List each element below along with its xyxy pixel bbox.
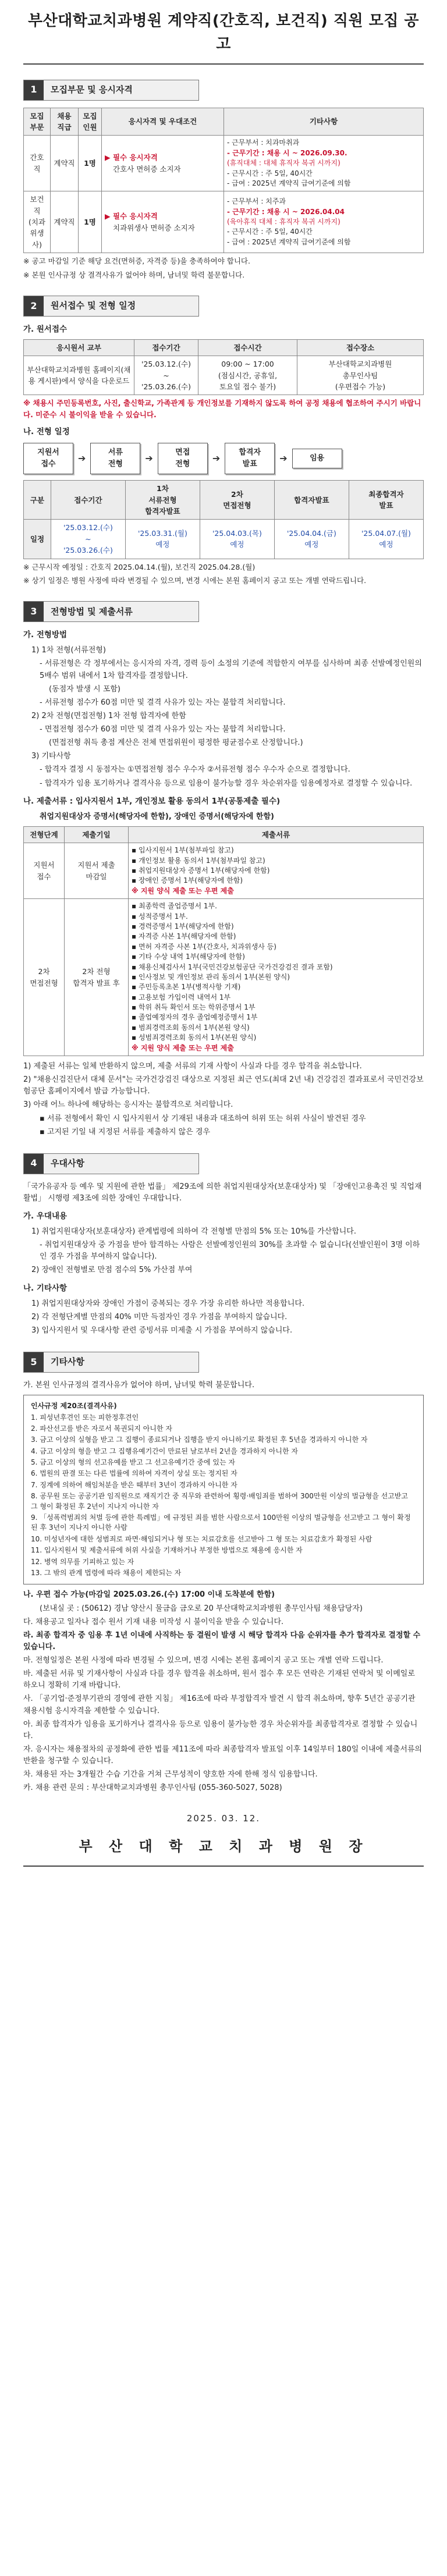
etc-line: - 근무기간 : 채용 시 ~ 2026.04.04 xyxy=(227,207,345,216)
doc-item: ▪ 인사정보 및 개인정보 관리 동의서 1부(본원 양식) xyxy=(132,972,290,981)
period-cell: '25.03.12.(수) ~ '25.03.26.(수) xyxy=(134,356,198,395)
col-header: 전형단계 xyxy=(24,826,65,843)
schedule-cell: '25.04.07.(월) 예정 xyxy=(349,520,423,559)
preference-line: 「국가유공자 등 예우 및 지원에 관한 법률」 제29조에 의한 취업지원대상자(보훈대상자) 및 「장애인고용촉진 및 직업재활법」 시행령 제3조에 의한 장애인 우대합니다. xyxy=(23,1182,422,1203)
application-table xyxy=(23,339,424,396)
position-count: 1명 xyxy=(79,191,102,253)
box-line: 7. 징계에 의하여 해임처분을 받은 때부터 3년이 경과하지 아니한 자 xyxy=(31,1480,237,1489)
box-line: 5. 금고 이상의 형의 선고유예를 받고 그 선고유예기간 중에 있는 자 xyxy=(31,1458,235,1467)
disqualification-box xyxy=(23,1395,424,1584)
note: 3) 아래 어느 하나에 해당하는 응시자는 불합격으로 처리합니다. xyxy=(23,1100,233,1110)
schedule-table xyxy=(23,480,424,559)
box-line: 4. 금고 이상의 형을 받고 그 집행유예기간이 만료된 날로부터 2년을 경과하지 아니한 자 xyxy=(31,1447,298,1455)
col-header: 제출기일 xyxy=(65,826,129,843)
when-cell: 지원서 제출 마감일 xyxy=(65,843,129,899)
method-line: - 합격자 결정 시 동점자는 ①면접전형 점수 우수자 ②서류전형 점수 우수자 순으로 결정합니다. xyxy=(40,765,350,774)
doc-item: ▪ 학위 취득 확인서 또는 학위증명서 1부 xyxy=(132,1003,256,1012)
subheading-cont: 취업지원대상자 증명서(해당자에 한함), 장애인 증명서(해당자에 한함) xyxy=(40,812,274,821)
doc-item: ▪ 자격증 사본 1부(해당자에 한함) xyxy=(132,932,236,941)
other-line: 차. 채용된 자는 3개월간 수습 기간을 거쳐 근무성적이 양호한 자에 한해 정식 임용합니다. xyxy=(23,1770,318,1779)
etc-line: - 근무기간 : 채용 시 ~ 2026.09.30. xyxy=(227,148,347,157)
table-row xyxy=(24,136,424,191)
method-line: (면접전형 취득 총점 계산은 전체 면접위원이 평정한 평균점수로 산정합니다.) xyxy=(49,738,303,748)
etc-line: - 근무부서 : 치주과 xyxy=(227,197,286,206)
other-line: 라. 최종 합격자 중 임용 후 1년 이내에 사직하는 등 결원이 발생 시 해당 합격자 다음 순위자를 추가 합격자로 결정할 수 있습니다. xyxy=(23,1630,421,1651)
doc-item: ▪ 주민등록초본 1부(병적사항 기재) xyxy=(132,983,241,992)
preference-line: 2) 각 전형단계별 만점의 40% 미만 득점자인 경우 가점을 부여하지 않습니다. xyxy=(31,1312,288,1321)
method-line: - 합격자가 임용 포기하거나 결격사유 등으로 임용이 불가능할 경우 차순위자를 임용예정자로 결정할 수 있습니다. xyxy=(40,779,413,788)
box-title: 인사규정 제20조(결격사유) xyxy=(31,1402,117,1410)
position-grade: 계약직 xyxy=(51,191,79,253)
method-line: - 서류전형 점수가 60점 미만 및 결격 사유가 있는 자는 불합격 처리합니다. xyxy=(40,698,286,707)
note: ※ 본원 인사규정 상 결격사유가 없어야 하며, 남녀및 학력 불문합니다. xyxy=(23,270,245,279)
col-header: 최종합격자 발표 xyxy=(349,481,423,520)
note: 2) "채용신검진단서 대체 문서"는 국가건강검진 대상으로 지정된 최근 연도(최대 2년 내) 건강검진 결과표로서 국민건강보험공단 홈페이지에서 발급 가능합니다. xyxy=(23,1075,424,1096)
etc-line: - 근무시간 : 주 5일, 40시간 xyxy=(227,228,313,236)
doc-item: ※ 지원 양식 제출 또는 우편 제출 xyxy=(132,1043,234,1052)
method-line: - 서류전형은 각 정부에서는 응시자의 자격, 경력 등이 소정의 기준에 적합한지 여부를 심사하며 최종 선발예정인원의 5배수 범위 내에서 1차 합격자를 결정합니다. xyxy=(40,659,422,680)
col-header: 기타사항 xyxy=(224,108,424,136)
box-line: 8. 공무원 또는 공공기관 임직원으로 재직기간 중 직무와 관련하여 횡령·배임죄를 범하여 300만원 이상의 벌금형을 선고받고 그 형이 확정된 후 2년이 지나지 아니한 자 xyxy=(31,1492,408,1511)
req-label: ▶ 필수 응시자격 xyxy=(105,212,158,221)
documents-table xyxy=(23,826,424,1056)
footer-divider xyxy=(23,1866,424,1867)
col-header: 접수시간 xyxy=(198,339,297,356)
other-line: (보내실 곳 : (50612) 경남 양산시 물금읍 금오로 20 부산대학교치과병원 총무인사팀 채용담당자) xyxy=(40,1604,363,1613)
issuer-name: 부 산 대 학 교 치 과 병 원 장 xyxy=(79,1838,368,1854)
preference-line: - 취업지원대상자 중 가점을 받아 합격하는 사람은 선발예정인원의 30%를 초과할 수 없습니다(선발인원이 3명 이하인 경우 가점을 부여하지 않습니다). xyxy=(40,1241,420,1262)
col-header: 1차 서류전형 합격자발표 xyxy=(125,481,200,520)
process-flow xyxy=(23,443,424,474)
docs-cell xyxy=(129,843,424,899)
method-line: (동점자 발생 시 포함) xyxy=(49,684,121,694)
other-line: 마. 전형일정은 본원 사정에 따라 변경될 수 있으며, 변경 시에는 본원 홈페이지 공고 또는 개별 연락 드립니다. xyxy=(23,1656,384,1665)
note: ※ 상기 일정은 병원 사정에 따라 변경될 수 있으며, 변경 시에는 본원 홈페이지 공고 또는 개별 연락드립니다. xyxy=(23,575,367,585)
col-header: 응시자격 및 우대조건 xyxy=(102,108,224,136)
box-line: 2. 파산선고를 받은 자로서 복권되지 아니한 자 xyxy=(31,1424,172,1433)
preference-line: 1) 취업지원대상자(보훈대상자) 관계법령에 의하여 각 전형별 만점의 5% 또는 10%를 가산합니다. xyxy=(31,1227,356,1237)
stage-cell: 2차 면접전형 xyxy=(24,899,65,1056)
other-line: 아. 최종 합격자가 임용을 포기하거나 결격사유 등으로 임용이 불가능한 경우 차순위자를 최종합격자로 결정할 수 있습니다. xyxy=(23,1719,418,1740)
method-line: - 면접전형 점수가 60점 미만 및 결격 사유가 있는 자는 불합격 처리합니다. xyxy=(40,725,286,734)
col-header: 채용 직급 xyxy=(51,108,79,136)
section-1-heading xyxy=(23,80,199,101)
subheading: 가. 우대내용 xyxy=(23,1211,68,1221)
section-number: 3 xyxy=(24,602,44,621)
positions-table xyxy=(23,108,424,254)
section-number: 1 xyxy=(24,80,44,100)
section-title: 우대사항 xyxy=(44,1154,198,1174)
section-2-heading xyxy=(23,296,199,317)
other-line: 나. 우편 접수 가능(마감일 2025.03.26.(수) 17:00 이내 도착분에 한함) xyxy=(23,1590,275,1600)
doc-item: ▪ 최종학력 졸업증명서 1부. xyxy=(132,902,217,911)
col-header: 2차 면접전형 xyxy=(200,481,274,520)
page-title: 부산대학교치과병원 계약직(간호직, 보건직) 직원 모집 공고 xyxy=(27,12,420,54)
arrow-right-icon: ➔ xyxy=(279,452,288,464)
box-line: 11. 입사지원서 및 제출서류에 허위 사실을 기재하거나 부정한 방법으로 채용에 응시한 자 xyxy=(31,1546,303,1555)
other-line: 자. 응시자는 채용절차의 공정화에 관한 법률 제11조에 따라 최종합격자 발표일 이후 14일부터 180일 이내에 제출서류의 반환을 청구할 수 있습니다. xyxy=(23,1745,422,1766)
section-5-heading xyxy=(23,1352,199,1373)
doc-item: ▪ 취업지원대상자 증명서 1부(해당자에 한함) xyxy=(132,866,270,875)
title-divider xyxy=(23,63,424,65)
doc-item: ▪ 졸업예정자의 경우 졸업예정증명서 1부 xyxy=(132,1013,258,1022)
doc-item: ▪ 경력증명서 1부(해당자에 한함) xyxy=(132,922,234,930)
col-header: 접수기간 xyxy=(51,481,125,520)
req-text: 간호사 면허증 소지자 xyxy=(113,164,181,173)
flow-step: 임용 xyxy=(292,449,342,468)
box-line: 13. 그 밖의 관계 법령에 따라 채용이 제한되는 자 xyxy=(31,1568,182,1577)
position-grade: 계약직 xyxy=(51,136,79,191)
position-field: 간호직 xyxy=(24,136,51,191)
position-etc xyxy=(224,191,424,253)
position-requirements xyxy=(102,136,224,191)
table-row xyxy=(24,843,424,899)
col-header: 접수기간 xyxy=(134,339,198,356)
schedule-cell: '25.04.04.(금) 예정 xyxy=(274,520,349,559)
note: ▪ 서류 전형에서 확인 시 입사지원서 상 기재된 내용과 대조하여 허위 또는 허위 사실이 발견된 경우 xyxy=(40,1114,366,1123)
section-number: 2 xyxy=(24,296,44,316)
req-text: 치과위생사 면허증 소지자 xyxy=(113,223,195,232)
row-label: 일정 xyxy=(24,520,51,559)
doc-item: ▪ 성범죄경력조회 동의서 1부(본원 양식) xyxy=(132,1033,257,1042)
position-etc xyxy=(224,136,424,191)
doc-item: ▪ 장애인 증명서 1부(해당자에 한함) xyxy=(132,876,243,885)
doc-item: ▪ 고용보험 가입이력 내역서 1부 xyxy=(132,993,231,1001)
other-line: 카. 채용 관련 문의 : 부산대학교치과병원 총무인사팀 (055-360-5027, 5028) xyxy=(23,1783,282,1793)
subheading: 가. 원서접수 xyxy=(23,324,68,334)
other-line: 바. 제출된 서류 및 기재사항이 사실과 다를 경우 합격을 취소하며, 원서 접수 후 모든 연락은 기재된 연락처 및 이메일로 하오니 정확히 기재 바랍니다. xyxy=(23,1669,415,1690)
doc-item: ▪ 입사지원서 1부(첨부파일 참고) xyxy=(132,846,234,855)
preference-line: 2) 장애인 전형별로 만점 점수의 5% 가산점 부여 xyxy=(31,1266,193,1275)
table-row xyxy=(24,356,424,395)
col-header: 제출서류 xyxy=(129,826,424,843)
col-header: 모집 인원 xyxy=(79,108,102,136)
section-title: 전형방법 및 제출서류 xyxy=(44,602,198,621)
flow-step: 면접 전형 xyxy=(158,443,208,474)
doc-item: ▪ 성적증명서 1부. xyxy=(132,912,188,921)
col-header: 구분 xyxy=(24,481,51,520)
other-line: 가. 본원 인사규정의 결격사유가 없어야 하며, 남녀및 학력 불문합니다. xyxy=(23,1380,255,1390)
etc-line: - 근무시간 : 주 5일, 40시간 xyxy=(227,169,313,177)
preference-line: 3) 입사지원서 및 우대사항 관련 증빙서류 미제출 시 가점을 부여하지 않습니다. xyxy=(31,1326,293,1335)
section-4-heading xyxy=(23,1153,199,1174)
flow-step: 합격자 발표 xyxy=(225,443,275,474)
etc-line: - 급여 : 2025년 계약직 급여기준에 의함 xyxy=(227,179,351,187)
doc-item: ▪ 기타 수상 내역 1부(해당자에 한함) xyxy=(132,953,245,961)
subheading: 나. 전형 일정 xyxy=(23,427,70,437)
req-label: ▶ 필수 응시자격 xyxy=(105,153,158,162)
flow-step: 서류 전형 xyxy=(90,443,140,474)
box-line: 12. 병역 의무를 기피하고 있는 자 xyxy=(31,1557,134,1566)
when-cell: 2차 전형 합격자 발표 후 xyxy=(65,899,129,1056)
arrow-right-icon: ➔ xyxy=(78,452,86,464)
section-3-heading xyxy=(23,601,199,622)
preference-line: 1) 취업지원대상자와 장애인 가점이 중복되는 경우 가장 유리한 하나만 적용합니다. xyxy=(31,1299,305,1308)
etc-line: (육아휴직 대체 : 휴직자 복귀 시까지) xyxy=(227,218,340,226)
docs-cell xyxy=(129,899,424,1056)
note: ※ 공고 마감일 기준 해당 요건(면허증, 자격증 등)을 충족하여야 합니다. xyxy=(23,257,250,266)
section-number: 5 xyxy=(24,1352,44,1372)
box-line: 1. 피성년후견인 또는 피한정후견인 xyxy=(31,1413,139,1422)
schedule-cell: '25.03.31.(월) 예정 xyxy=(125,520,200,559)
etc-line: - 근무부서 : 치과마취과 xyxy=(227,138,300,147)
doc-item: ▪ 채용신체검사서 1부(국민건강보험공단 국가건강검진 결과 포함) xyxy=(132,962,333,971)
schedule-cell: '25.04.03.(목) 예정 xyxy=(200,520,274,559)
section-title: 모집부문 및 응시자격 xyxy=(44,80,198,100)
subheading: 가. 전형방법 xyxy=(23,630,68,640)
box-line: 6. 법원의 판결 또는 다른 법률에 의하여 자격이 상실 또는 정지된 자 xyxy=(31,1469,237,1478)
note: ▪ 고지된 기일 내 지정된 서류를 제출하지 않은 경우 xyxy=(40,1127,211,1136)
position-field: 보건직 (치과위생사) xyxy=(24,191,51,253)
doc-item: ▪ 면허 자격증 사본 1부(간호사, 치과위생사 등) xyxy=(132,942,276,951)
note: 1) 제출된 서류는 일체 반환하지 않으며, 제출 서류의 기재 사항이 사실과 다를 경우 합격을 취소합니다. xyxy=(23,1062,362,1071)
method-line: 1) 1차 전형(서류전형) xyxy=(31,646,106,655)
warning-note: ※ 채용시 주민등록번호, 사진, 출신학교, 가족관계 등 개인정보를 기재하지 않도록 하여 공정 채용에 협조하여 주시기 바랍니다. 미준수 시 불이익을 받을 수 있습니다. xyxy=(23,399,421,419)
table-row xyxy=(24,899,424,1056)
col-header: 접수장소 xyxy=(297,339,424,356)
subheading: 나. 제출서류 : 입사지원서 1부, 개인정보 활용 동의서 1부(공통제출 필수) xyxy=(23,796,281,806)
arrow-right-icon: ➔ xyxy=(145,452,153,464)
etc-line: (휴직대체 : 대체 휴직자 복귀 시까지) xyxy=(227,159,340,168)
section-number: 4 xyxy=(24,1154,44,1174)
col-header: 합격자발표 xyxy=(274,481,349,520)
method-line: 3) 기타사항 xyxy=(31,752,71,761)
box-line: 3. 금고 이상의 실형을 받고 그 집행이 종료되거나 집행을 받지 아니하기로 확정된 후 5년을 경과하지 아니한 자 xyxy=(31,1436,368,1444)
table-row xyxy=(24,191,424,253)
stage-cell: 지원서 접수 xyxy=(24,843,65,899)
issue-cell: 부산대학교치과병원 홈페이지(채용 게시판)에서 양식을 다운로드 xyxy=(24,356,134,395)
col-header: 응시원서 교부 xyxy=(24,339,134,356)
notice-date: 2025. 03. 12. xyxy=(186,1813,261,1824)
flow-step: 지원서 접수 xyxy=(23,443,73,474)
col-header: 모집 부문 xyxy=(24,108,51,136)
note: ※ 근무시작 예정일 : 간호직 2025.04.14.(월), 보건직 2025.04.28.(월) xyxy=(23,562,256,571)
schedule-cell: '25.03.12.(수) ~ '25.03.26.(수) xyxy=(51,520,125,559)
place-cell: 부산대학교치과병원 총무인사팀 (우편접수 가능) xyxy=(297,356,424,395)
doc-item: ▪ 범죄경력조회 동의서 1부(본원 양식) xyxy=(132,1023,250,1032)
method-line: 2) 2차 전형(면접전형) 1차 전형 합격자에 한함 xyxy=(31,711,186,720)
box-line: 9. 「성폭력범죄의 처벌 등에 관한 특례법」에 규정된 죄를 범한 사람으로서 100만원 이상의 벌금형을 선고받고 그 형이 확정된 후 3년이 지나지 아니한 사람 xyxy=(31,1513,411,1532)
subheading: 나. 기타사항 xyxy=(23,1283,68,1293)
box-line: 10. 미성년자에 대한 성범죄로 파면·해임되거나 형 또는 치료감호를 선고받아 그 형 또는 치료감호가 확정된 사람 xyxy=(31,1534,372,1543)
doc-item: ▪ 개인정보 활용 동의서 1부(첨부파일 참고) xyxy=(132,856,265,865)
position-requirements xyxy=(102,191,224,253)
arrow-right-icon: ➔ xyxy=(212,452,221,464)
etc-line: - 급여 : 2025년 계약직 급여기준에 의함 xyxy=(227,237,351,246)
other-line: 다. 채용공고 일자나 접수 원서 기재 내용 미작성 시 불이익을 받을 수 있습니다. xyxy=(23,1617,284,1626)
time-cell: 09:00 ~ 17:00 (점심시간, 공휴일, 토요일 접수 불가) xyxy=(198,356,297,395)
section-title: 기타사항 xyxy=(44,1352,198,1372)
section-title: 원서접수 및 전형 일정 xyxy=(44,296,198,316)
doc-item: ※ 지원 양식 제출 또는 우편 제출 xyxy=(132,886,234,895)
table-row xyxy=(24,520,424,559)
other-line: 사. 「공기업·준정부기관의 경영에 관한 지침」 제16조에 따라 부정합격자 발견 시 합격 취소하며, 향후 5년간 공공기관 채용시험 응시자격을 제한할 수 있습니다. xyxy=(23,1694,416,1715)
position-count: 1명 xyxy=(79,136,102,191)
